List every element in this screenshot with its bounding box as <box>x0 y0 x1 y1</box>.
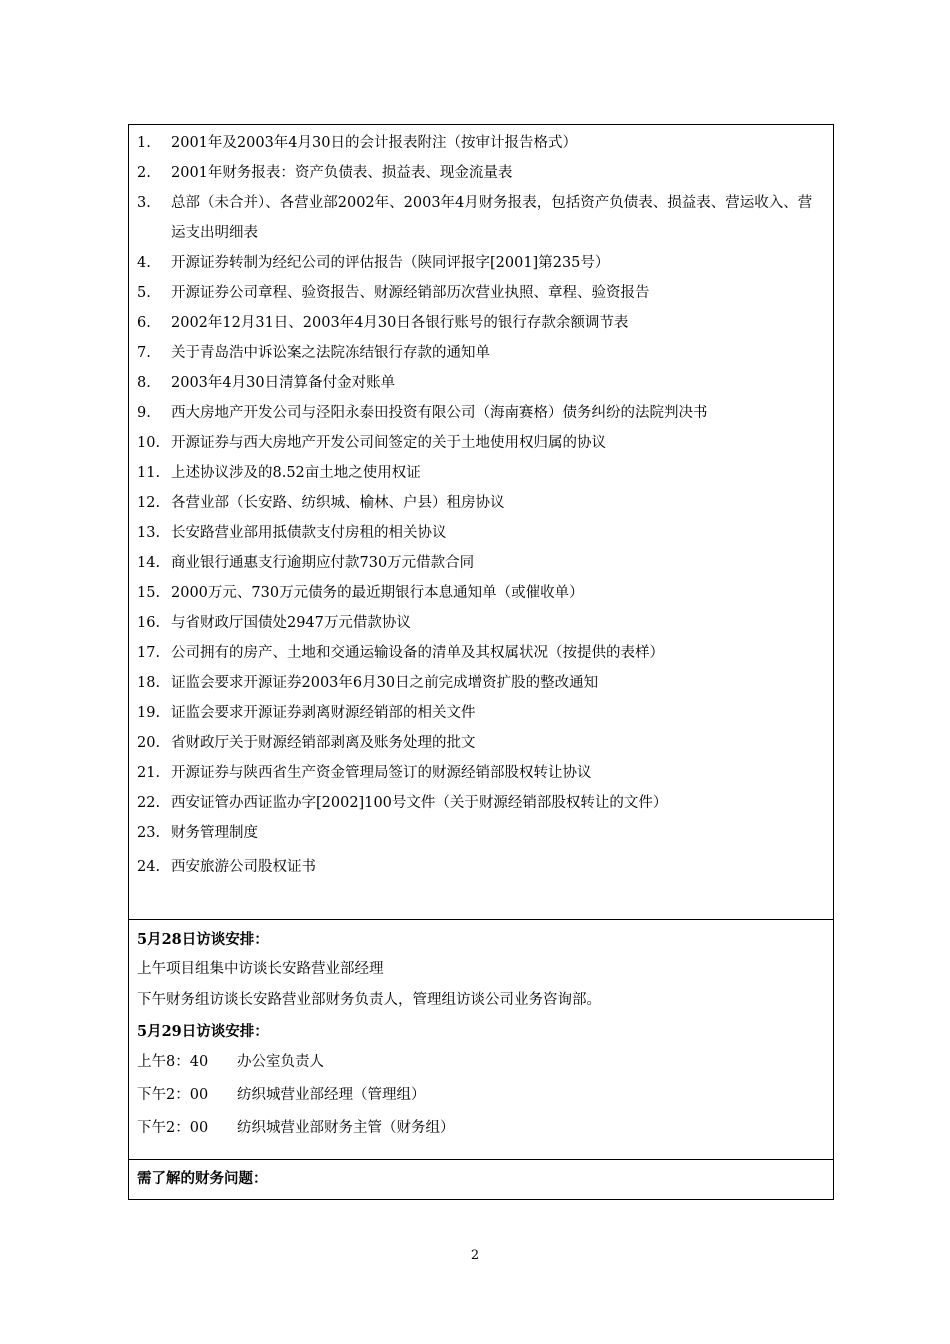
item-text: 公司拥有的房产、土地和交通运输设备的清单及其权属状况（按提供的表样） <box>171 645 664 661</box>
item-number: 7. <box>137 345 151 361</box>
item-text: 2002年12月31日、2003年4月30日各银行账号的银行存款余额调节表 <box>171 315 629 331</box>
schedule-time: 下午2：00 <box>137 1120 209 1136</box>
schedule-row <box>137 1046 825 1079</box>
document-list-item <box>137 278 825 308</box>
item-number: 3. <box>137 195 151 211</box>
item-text: 2000万元、730万元债务的最近期银行本息通知单（或催收单） <box>171 585 584 601</box>
document-list-item <box>137 818 825 848</box>
schedule-task: 办公室负责人 <box>237 1054 324 1070</box>
item-number: 20. <box>137 735 161 751</box>
item-text: 西大房地产开发公司与泾阳永泰田投资有限公司（海南赛格）债务纠纷的法院判决书 <box>171 405 708 421</box>
schedule-task: 纺织城营业部经理（管理组） <box>237 1087 426 1103</box>
item-text: 与省财政厅国债处2947万元借款协议 <box>171 615 411 631</box>
document-list-item <box>137 638 825 668</box>
item-number: 19. <box>137 705 161 721</box>
item-number: 22. <box>137 795 161 811</box>
document-list-item <box>137 852 825 882</box>
item-text: 开源证券转制为经纪公司的评估报告（陕同评报字[2001]第235号） <box>171 255 610 271</box>
item-number: 24. <box>137 859 161 875</box>
document-list-item <box>137 758 825 788</box>
document-list-item <box>137 248 825 278</box>
page-number: 2 <box>470 1248 480 1263</box>
schedule-time: 上午8：40 <box>137 1054 209 1070</box>
item-text: 开源证券与西大房地产开发公司间签定的关于土地使用权归属的协议 <box>171 435 606 451</box>
issues-heading: 需了解的财务问题： <box>137 1170 268 1187</box>
day1-line: 上午项目组集中访谈长安路营业部经理 <box>137 961 384 977</box>
document-list-item <box>137 308 825 338</box>
item-text: 证监会要求开源证券2003年6月30日之前完成增资扩股的整改通知 <box>171 675 599 691</box>
document-list-item <box>137 338 825 368</box>
item-number: 14. <box>137 555 161 571</box>
item-number: 2. <box>137 165 151 181</box>
item-text: 证监会要求开源证券剥离财源经销部的相关文件 <box>171 705 476 721</box>
item-text: 开源证券与陕西省生产资金管理局签订的财源经销部股权转让协议 <box>171 765 592 781</box>
document-list-item <box>137 608 825 638</box>
day1-line: 下午财务组访谈长安路营业部财务负责人，管理组访谈公司业务咨询部。 <box>137 992 601 1008</box>
interview-schedule-cell <box>129 920 833 1160</box>
document-list-item <box>137 668 825 698</box>
item-text: 总部（未合并）、各营业部2002年、2003年4月财务报表，包括资产负债表、损益表、营运收入、营运支出明细表 <box>171 195 813 241</box>
item-text: 财务管理制度 <box>171 825 258 841</box>
document-list-item <box>137 428 825 458</box>
item-text: 2001年及2003年4月30日的会计报表附注（按审计报告格式） <box>171 135 577 151</box>
item-text: 2003年4月30日清算备付金对账单 <box>171 375 396 391</box>
item-text: 省财政厅关于财源经销部剥离及账务处理的批文 <box>171 735 476 751</box>
document-list-item <box>137 578 825 608</box>
item-text: 关于青岛浩中诉讼案之法院冻结银行存款的通知单 <box>171 345 490 361</box>
item-text: 各营业部（长安路、纺织城、榆林、户县）租房协议 <box>171 495 505 511</box>
day1-heading: 5月28日访谈安排： <box>137 931 269 948</box>
item-number: 5. <box>137 285 151 301</box>
item-number: 8. <box>137 375 151 391</box>
item-number: 9. <box>137 405 151 421</box>
document-list-cell <box>129 125 833 920</box>
item-text: 2001年财务报表：资产负债表、损益表、现金流量表 <box>171 165 513 181</box>
item-number: 15. <box>137 585 161 601</box>
item-number: 23. <box>137 825 161 841</box>
financial-issues-cell <box>129 1160 833 1199</box>
document-list-item <box>137 728 825 758</box>
document-list-item <box>137 128 825 158</box>
item-number: 17. <box>137 645 161 661</box>
item-number: 11. <box>137 465 161 481</box>
item-text: 长安路营业部用抵债款支付房租的相关协议 <box>171 525 447 541</box>
schedule-row <box>137 1112 825 1145</box>
document-list-item <box>137 368 825 398</box>
document-list-item <box>137 398 825 428</box>
document-table <box>128 124 834 1200</box>
item-text: 西安证管办西证监办字[2002]100号文件（关于财源经销部股权转让的文件） <box>171 795 668 811</box>
item-number: 18. <box>137 675 161 691</box>
item-number: 10. <box>137 435 161 451</box>
document-list-item <box>137 548 825 578</box>
item-text: 开源证券公司章程、验资报告、财源经销部历次营业执照、章程、验资报告 <box>171 285 650 301</box>
item-number: 1. <box>137 135 151 151</box>
item-number: 4. <box>137 255 151 271</box>
item-number: 12. <box>137 495 161 511</box>
document-list-item <box>137 458 825 488</box>
day2-heading: 5月29日访谈安排： <box>137 1023 269 1040</box>
item-text: 西安旅游公司股权证书 <box>171 859 316 875</box>
item-number: 21. <box>137 765 161 781</box>
item-number: 13. <box>137 525 161 541</box>
document-list-item <box>137 518 825 548</box>
document-list-item <box>137 698 825 728</box>
item-number: 16. <box>137 615 161 631</box>
schedule-task: 纺织城营业部财务主管（财务组） <box>237 1120 455 1136</box>
document-list-item <box>137 788 825 818</box>
item-text: 商业银行通惠支行逾期应付款730万元借款合同 <box>171 555 475 571</box>
document-list-item <box>137 188 825 248</box>
document-list-item <box>137 488 825 518</box>
item-number: 6. <box>137 315 151 331</box>
item-text: 上述协议涉及的8.52亩土地之使用权证 <box>171 465 421 481</box>
schedule-row <box>137 1079 825 1112</box>
document-list-item <box>137 158 825 188</box>
schedule-time: 下午2：00 <box>137 1087 209 1103</box>
